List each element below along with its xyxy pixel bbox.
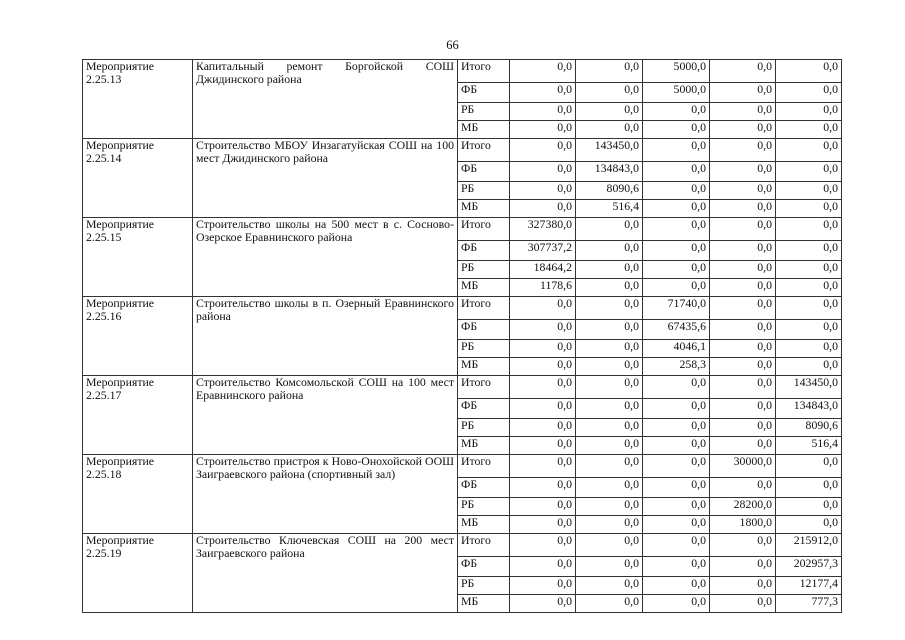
funding-source: МБ	[458, 358, 510, 376]
amount-cell: 0,0	[643, 261, 710, 279]
amount-cell: 1178,6	[510, 279, 576, 297]
amount-cell: 0,0	[710, 595, 776, 613]
funding-source: Итого	[458, 376, 510, 399]
amount-cell: 0,0	[643, 419, 710, 437]
amount-cell: 0,0	[510, 60, 576, 83]
amount-cell: 0,0	[510, 340, 576, 358]
amount-cell: 0,0	[776, 83, 842, 103]
amount-cell: 0,0	[510, 557, 576, 577]
amount-cell: 0,0	[510, 182, 576, 200]
amount-cell: 0,0	[576, 376, 643, 399]
amount-cell: 0,0	[510, 139, 576, 162]
funding-source: МБ	[458, 595, 510, 613]
budget-table-body	[83, 60, 842, 613]
amount-cell: 0,0	[576, 577, 643, 595]
amount-cell: 0,0	[643, 557, 710, 577]
funding-source: МБ	[458, 437, 510, 455]
amount-cell: 0,0	[643, 516, 710, 534]
amount-cell: 0,0	[643, 139, 710, 162]
amount-cell: 0,0	[576, 358, 643, 376]
amount-cell: 0,0	[710, 297, 776, 320]
amount-cell: 0,0	[576, 557, 643, 577]
amount-cell: 0,0	[776, 241, 842, 261]
amount-cell: 0,0	[643, 595, 710, 613]
amount-cell: 0,0	[776, 182, 842, 200]
amount-cell: 0,0	[710, 200, 776, 218]
amount-cell: 0,0	[710, 162, 776, 182]
activity-description: Строительство МБОУ Инзагатуйская СОШ на 100 мест Джидинского района	[193, 139, 458, 218]
amount-cell: 0,0	[710, 139, 776, 162]
amount-cell: 327380,0	[510, 218, 576, 241]
amount-cell: 0,0	[576, 297, 643, 320]
amount-cell: 0,0	[643, 121, 710, 139]
amount-cell: 0,0	[510, 577, 576, 595]
amount-cell: 0,0	[576, 103, 643, 121]
table-row	[83, 60, 842, 83]
amount-cell: 307737,2	[510, 241, 576, 261]
funding-source: РБ	[458, 419, 510, 437]
amount-cell: 0,0	[576, 516, 643, 534]
amount-cell: 0,0	[643, 103, 710, 121]
amount-cell: 0,0	[510, 103, 576, 121]
funding-source: МБ	[458, 279, 510, 297]
amount-cell: 0,0	[776, 455, 842, 478]
amount-cell: 0,0	[510, 516, 576, 534]
amount-cell: 134843,0	[576, 162, 643, 182]
amount-cell: 215912,0	[776, 534, 842, 557]
amount-cell: 0,0	[576, 279, 643, 297]
amount-cell: 0,0	[710, 534, 776, 557]
amount-cell: 0,0	[510, 399, 576, 419]
amount-cell: 0,0	[776, 279, 842, 297]
amount-cell: 0,0	[576, 399, 643, 419]
amount-cell: 0,0	[710, 60, 776, 83]
amount-cell: 0,0	[643, 376, 710, 399]
amount-cell: 0,0	[643, 200, 710, 218]
table-row	[83, 455, 842, 478]
amount-cell: 0,0	[643, 478, 710, 498]
budget-table	[82, 59, 842, 613]
funding-source: ФБ	[458, 557, 510, 577]
amount-cell: 0,0	[576, 534, 643, 557]
amount-cell: 0,0	[710, 241, 776, 261]
amount-cell: 0,0	[576, 437, 643, 455]
funding-source: МБ	[458, 516, 510, 534]
funding-source: ФБ	[458, 478, 510, 498]
amount-cell: 0,0	[576, 595, 643, 613]
amount-cell: 0,0	[710, 103, 776, 121]
amount-cell: 0,0	[643, 534, 710, 557]
activity-label: Мероприятие 2.25.13	[83, 60, 193, 139]
amount-cell: 28200,0	[710, 498, 776, 516]
amount-cell: 8090,6	[776, 419, 842, 437]
amount-cell: 0,0	[776, 218, 842, 241]
amount-cell: 0,0	[510, 534, 576, 557]
amount-cell: 134843,0	[776, 399, 842, 419]
amount-cell: 0,0	[776, 261, 842, 279]
funding-source: Итого	[458, 139, 510, 162]
amount-cell: 0,0	[510, 478, 576, 498]
amount-cell: 0,0	[643, 399, 710, 419]
amount-cell: 0,0	[510, 162, 576, 182]
amount-cell: 0,0	[576, 455, 643, 478]
funding-source: РБ	[458, 498, 510, 516]
amount-cell: 0,0	[510, 419, 576, 437]
amount-cell: 0,0	[576, 498, 643, 516]
funding-source: Итого	[458, 60, 510, 83]
activity-description: Строительство пристроя к Ново-Онохойской ООШ Заиграевского района (спортивный зал)	[193, 455, 458, 534]
funding-source: Итого	[458, 218, 510, 241]
amount-cell: 5000,0	[643, 83, 710, 103]
amount-cell: 0,0	[643, 498, 710, 516]
amount-cell: 0,0	[776, 358, 842, 376]
amount-cell: 0,0	[643, 182, 710, 200]
amount-cell: 8090,6	[576, 182, 643, 200]
amount-cell: 0,0	[710, 182, 776, 200]
amount-cell: 0,0	[710, 121, 776, 139]
amount-cell: 0,0	[710, 261, 776, 279]
amount-cell: 5000,0	[643, 60, 710, 83]
amount-cell: 777,3	[776, 595, 842, 613]
funding-source: МБ	[458, 121, 510, 139]
amount-cell: 0,0	[576, 261, 643, 279]
amount-cell: 0,0	[776, 103, 842, 121]
activity-label: Мероприятие 2.25.16	[83, 297, 193, 376]
amount-cell: 202957,3	[776, 557, 842, 577]
amount-cell: 0,0	[710, 83, 776, 103]
amount-cell: 0,0	[510, 320, 576, 340]
amount-cell: 0,0	[710, 437, 776, 455]
amount-cell: 0,0	[576, 320, 643, 340]
amount-cell: 0,0	[643, 455, 710, 478]
funding-source: Итого	[458, 534, 510, 557]
table-row	[83, 534, 842, 557]
amount-cell: 0,0	[710, 399, 776, 419]
amount-cell: 0,0	[576, 218, 643, 241]
amount-cell: 67435,6	[643, 320, 710, 340]
amount-cell: 0,0	[576, 478, 643, 498]
funding-source: РБ	[458, 577, 510, 595]
funding-source: ФБ	[458, 320, 510, 340]
funding-source: ФБ	[458, 241, 510, 261]
amount-cell: 1800,0	[710, 516, 776, 534]
amount-cell: 0,0	[776, 121, 842, 139]
funding-source: ФБ	[458, 162, 510, 182]
funding-source: Итого	[458, 297, 510, 320]
funding-source: РБ	[458, 103, 510, 121]
table-row	[83, 218, 842, 241]
amount-cell: 0,0	[776, 139, 842, 162]
funding-source: МБ	[458, 200, 510, 218]
amount-cell: 18464,2	[510, 261, 576, 279]
amount-cell: 12177,4	[776, 577, 842, 595]
amount-cell: 4046,1	[643, 340, 710, 358]
page-number: 66	[446, 38, 459, 52]
amount-cell: 0,0	[710, 557, 776, 577]
activity-label: Мероприятие 2.25.19	[83, 534, 193, 613]
amount-cell: 143450,0	[776, 376, 842, 399]
amount-cell: 0,0	[576, 419, 643, 437]
amount-cell: 0,0	[643, 218, 710, 241]
amount-cell: 0,0	[576, 241, 643, 261]
amount-cell: 0,0	[510, 121, 576, 139]
table-row	[83, 297, 842, 320]
amount-cell: 0,0	[776, 498, 842, 516]
funding-source: ФБ	[458, 83, 510, 103]
activity-description: Строительство школы в п. Озерный Еравнинского района	[193, 297, 458, 376]
amount-cell: 0,0	[710, 577, 776, 595]
amount-cell: 30000,0	[710, 455, 776, 478]
amount-cell: 0,0	[643, 279, 710, 297]
funding-source: РБ	[458, 340, 510, 358]
activity-description: Капитальный ремонт Боргойской СОШ Джидинского района	[193, 60, 458, 139]
amount-cell: 0,0	[776, 340, 842, 358]
activity-description: Строительство школы на 500 мест в с. Сосново-Озерское Еравнинского района	[193, 218, 458, 297]
amount-cell: 0,0	[710, 320, 776, 340]
amount-cell: 0,0	[710, 340, 776, 358]
amount-cell: 0,0	[776, 320, 842, 340]
amount-cell: 0,0	[776, 478, 842, 498]
amount-cell: 0,0	[510, 595, 576, 613]
funding-source: ФБ	[458, 399, 510, 419]
amount-cell: 143450,0	[576, 139, 643, 162]
amount-cell: 71740,0	[643, 297, 710, 320]
amount-cell: 0,0	[510, 358, 576, 376]
amount-cell: 0,0	[510, 437, 576, 455]
table-row	[83, 139, 842, 162]
amount-cell: 0,0	[710, 419, 776, 437]
activity-label: Мероприятие 2.25.15	[83, 218, 193, 297]
amount-cell: 0,0	[776, 516, 842, 534]
amount-cell: 0,0	[643, 162, 710, 182]
amount-cell: 0,0	[510, 297, 576, 320]
amount-cell: 0,0	[576, 83, 643, 103]
amount-cell: 516,4	[576, 200, 643, 218]
amount-cell: 0,0	[710, 478, 776, 498]
amount-cell: 0,0	[510, 498, 576, 516]
amount-cell: 0,0	[510, 455, 576, 478]
amount-cell: 0,0	[510, 200, 576, 218]
amount-cell: 0,0	[510, 83, 576, 103]
activity-label: Мероприятие 2.25.18	[83, 455, 193, 534]
amount-cell: 0,0	[576, 60, 643, 83]
activity-description: Строительство Ключевская СОШ на 200 мест Заиграевского района	[193, 534, 458, 613]
amount-cell: 0,0	[576, 340, 643, 358]
amount-cell: 0,0	[576, 121, 643, 139]
amount-cell: 0,0	[776, 200, 842, 218]
funding-source: РБ	[458, 261, 510, 279]
amount-cell: 0,0	[710, 279, 776, 297]
amount-cell: 0,0	[643, 437, 710, 455]
amount-cell: 0,0	[710, 358, 776, 376]
amount-cell: 258,3	[643, 358, 710, 376]
activity-description: Строительство Комсомольской СОШ на 100 мест Еравнинского района	[193, 376, 458, 455]
activity-label: Мероприятие 2.25.14	[83, 139, 193, 218]
funding-source: Итого	[458, 455, 510, 478]
amount-cell: 0,0	[776, 162, 842, 182]
activity-label: Мероприятие 2.25.17	[83, 376, 193, 455]
amount-cell: 0,0	[510, 376, 576, 399]
amount-cell: 0,0	[776, 297, 842, 320]
funding-source: РБ	[458, 182, 510, 200]
amount-cell: 0,0	[710, 376, 776, 399]
amount-cell: 0,0	[643, 241, 710, 261]
amount-cell: 0,0	[776, 60, 842, 83]
table-row	[83, 376, 842, 399]
amount-cell: 0,0	[710, 218, 776, 241]
amount-cell: 516,4	[776, 437, 842, 455]
amount-cell: 0,0	[643, 577, 710, 595]
